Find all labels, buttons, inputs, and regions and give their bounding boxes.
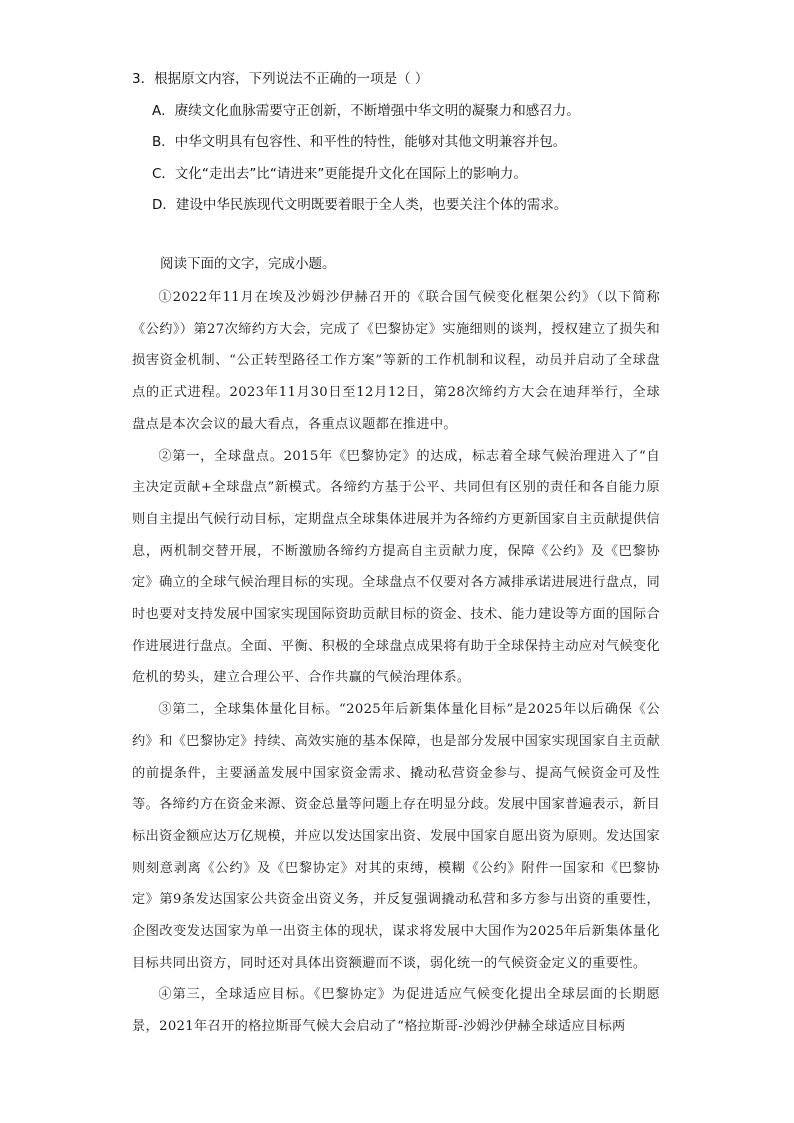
passage-paragraph-3: ③第二，全球集体量化目标。“2025年后新集体量化目标”是2025年以后确保《公约》和《巴黎协定》持续、高效实施的基本保障，也是部分发展中国家实现国家自主贡献的前提条件，主要涵盖发展中国家资金需求、撬动私营资金参与、提高气候资金可及性等。各缔约方在资金来源、资金总量等问题上存在明显分歧。发展中国家普遍表示，新目标出资金额应达万亿规模，并应以发达国家出资、发展中国家自愿出资为原则。发达国家则刻意剥离《公约》及《巴黎协定》对其的束缚，模糊《公约》附件一国家和《巴黎协定》第9条发达国家公共资金出资义务，并反复强调撬动私营和多方参与出资的重要性，企图改变发达国家为单一出资主体的现状，谋求将发展中大国作为2025年后新集体量化目标共同出资方，同时还对具体出资额避而不谈，弱化统一的气候资金定义的重要性。 bbox=[132, 702, 660, 971]
option-c: C．文化“走出去”比“请进来”更能提升文化在国际上的影响力。 bbox=[152, 165, 527, 182]
question-stem: 3．根据原文内容，下列说法不正确的一项是（ ） bbox=[132, 71, 429, 87]
passage-paragraph-4: ④第三，全球适应目标。《巴黎协定》为促进适应气候变化提出全球层面的长期愿景，2021年召开的格拉斯哥气候大会启动了“格拉斯哥-沙姆沙伊赫全球适应目标两 bbox=[132, 987, 660, 1035]
passage-paragraph-1: ①2022年11月在埃及沙姆沙伊赫召开的《联合国气候变化框架公约》（以下简称《公约》）第27次缔约方大会，完成了《巴黎协定》实施细则的谈判，授权建立了损失和损害资金机制、“公正转型路径工作方案”等新的工作机制和议程，动员并启动了全球盘点的正式进程。2023年11月30日至12月12日，第28次缔约方大会在迪拜举行，全球盘点是本次会议的最大看点，各重点议题都在推进中。 bbox=[132, 290, 660, 432]
option-a: A．赓续文化血脉需要守正创新，不断增强中华文明的凝聚力和感召力。 bbox=[152, 102, 580, 119]
passage-paragraph-2: ②第一，全球盘点。2015年《巴黎协定》的达成，标志着全球气候治理进入了“自主决定贡献+全球盘点”新模式。各缔约方基于公平、共同但有区别的责任和各自能力原则自主提出气候行动目标，定期盘点全球集体进展并为各缔约方更新国家自主贡献提供信息，两机制交替开展，不断激励各缔约方提高自主贡献力度，保障《公约》及《巴黎协定》确立的全球气候治理目标的实现。全球盘点不仅要对各方减排承诺进展进行盘点，同时也要对支持发展中国家实现国际资助贡献目标的资金、技术、能力建设等方面的国际合作进展进行盘点。全面、平衡、积极的全球盘点成果将有助于全球保持主动应对气候变化危机的势头，建立合理公平、合作共赢的气候治理体系。 bbox=[132, 448, 660, 686]
question-3 bbox=[132, 64, 732, 222]
reading-instruction: 阅读下面的文字，完成小题。 bbox=[160, 256, 336, 272]
reading-passage bbox=[132, 282, 660, 1043]
option-d: D．建设中华民族现代文明既要着眼于全人类，也要关注个体的需求。 bbox=[152, 197, 568, 213]
option-b: B．中华文明具有包容性、和平性的特性，能够对其他文明兼容并包。 bbox=[152, 134, 567, 150]
